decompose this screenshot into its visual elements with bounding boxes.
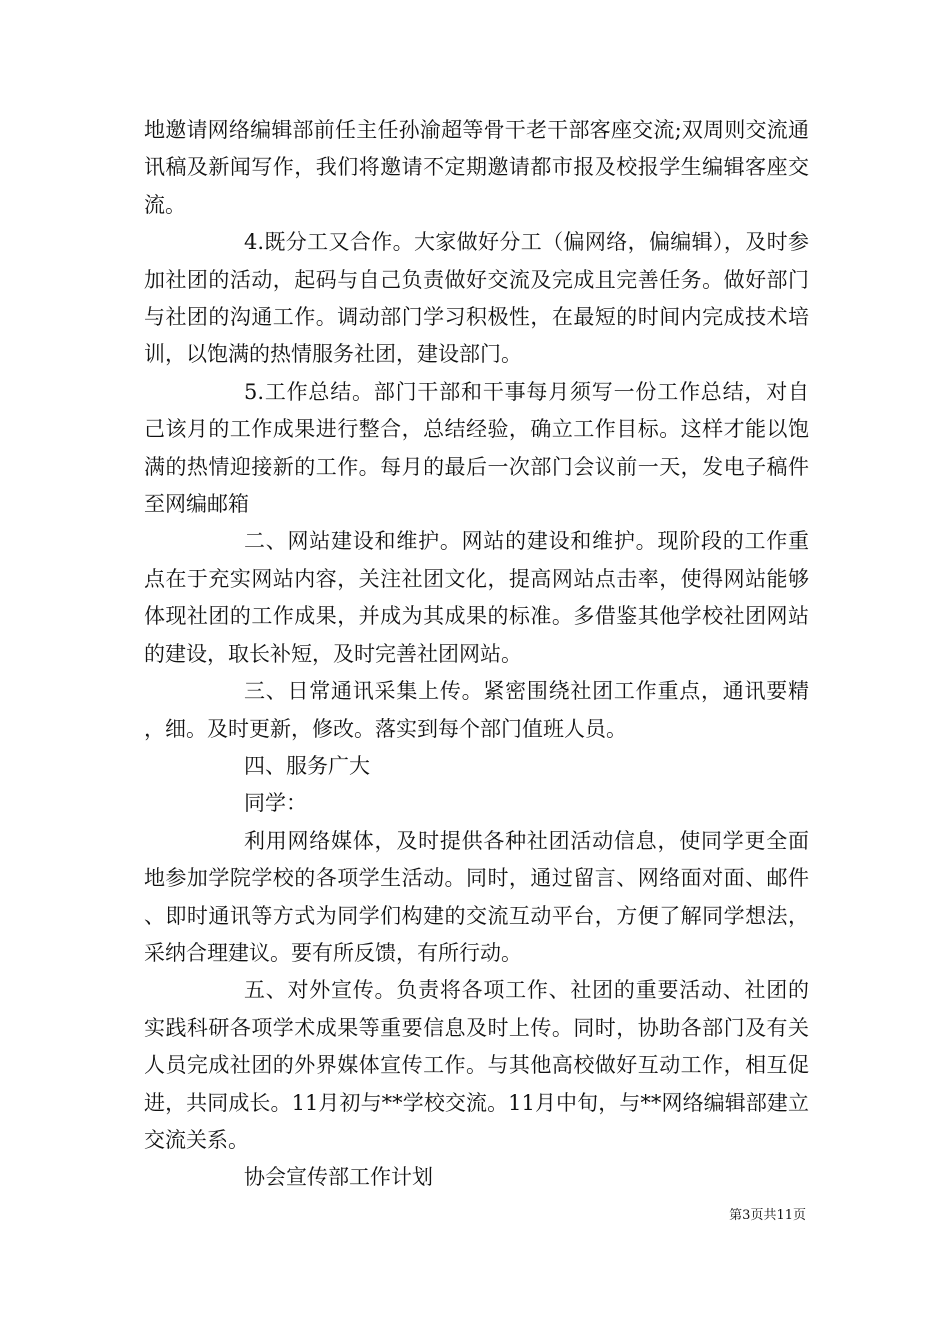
paragraph-students-label: 同学： [244, 791, 307, 816]
paragraph-service-heading: 四、服务广大 [244, 753, 370, 778]
paragraph-website-maintenance: 二、网站建设和维护。网站的建设和维护。现阶段的工作重点在于充实网站内容，关注社团文化，提高网站点击率，使得网站能够体现社团的工作成果，并成为其成果的标准。多借鉴其他学校社团网站的建设，取长补短，及时完善社团网站。 [144, 529, 809, 666]
page-number-footer: 第3页共11页 [729, 1208, 806, 1223]
paragraph-continuation: 地邀请网络编辑部前任主任孙渝超等骨干老干部客座交流;双周则交流通讯稿及新闻写作，我们将邀请不定期邀请都市报及校报学生编辑客座交流。 [144, 118, 809, 217]
paragraph-work-summary: 5.工作总结。部门干部和干事每月须写一份工作总结，对自己该月的工作成果进行整合，总结经验，确立工作目标。这样才能以饱满的热情迎接新的工作。每月的最后一次部门会议前一天，发电子稿件至网编邮箱 [144, 379, 809, 517]
paragraph-daily-news: 三、日常通讯采集上传。紧密围绕社团工作重点，通讯要精，细。及时更新，修改。落实到每个部门值班人员。 [144, 679, 809, 741]
paragraph-network-media: 利用网络媒体，及时提供各种社团活动信息，使同学更全面地参加学院学校的各项学生活动。同时，通过留言、网络面对面、邮件、即时通讯等方式为同学们构建的交流互动平台，方便了解同学想法，采纳合理建议。要有所反馈，有所行动。 [144, 828, 809, 965]
paragraph-division-cooperation: 4.既分工又合作。大家做好分工（偏网络，偏编辑），及时参加社团的活动，起码与自己负责做好交流及完成且完善任务。做好部门与社团的沟通工作。调动部门学习积极性，在最短的时间内完成技术培训，以饱满的热情服务社团，建设部门。 [144, 230, 809, 367]
paragraph-external-publicity: 五、对外宣传。负责将各项工作、社团的重要活动、社团的实践科研各项学术成果等重要信息及时上传。同时，协助各部门及有关人员完成社团的外界媒体宣传工作。与其他高校做好互动工作，相互促进，共同成长。11月初与**学校交流。11月中旬，与**网络编辑部建立交流关系。 [144, 978, 809, 1152]
document-body [144, 112, 809, 1197]
section-title: 协会宣传部工作计划 [244, 1165, 433, 1190]
